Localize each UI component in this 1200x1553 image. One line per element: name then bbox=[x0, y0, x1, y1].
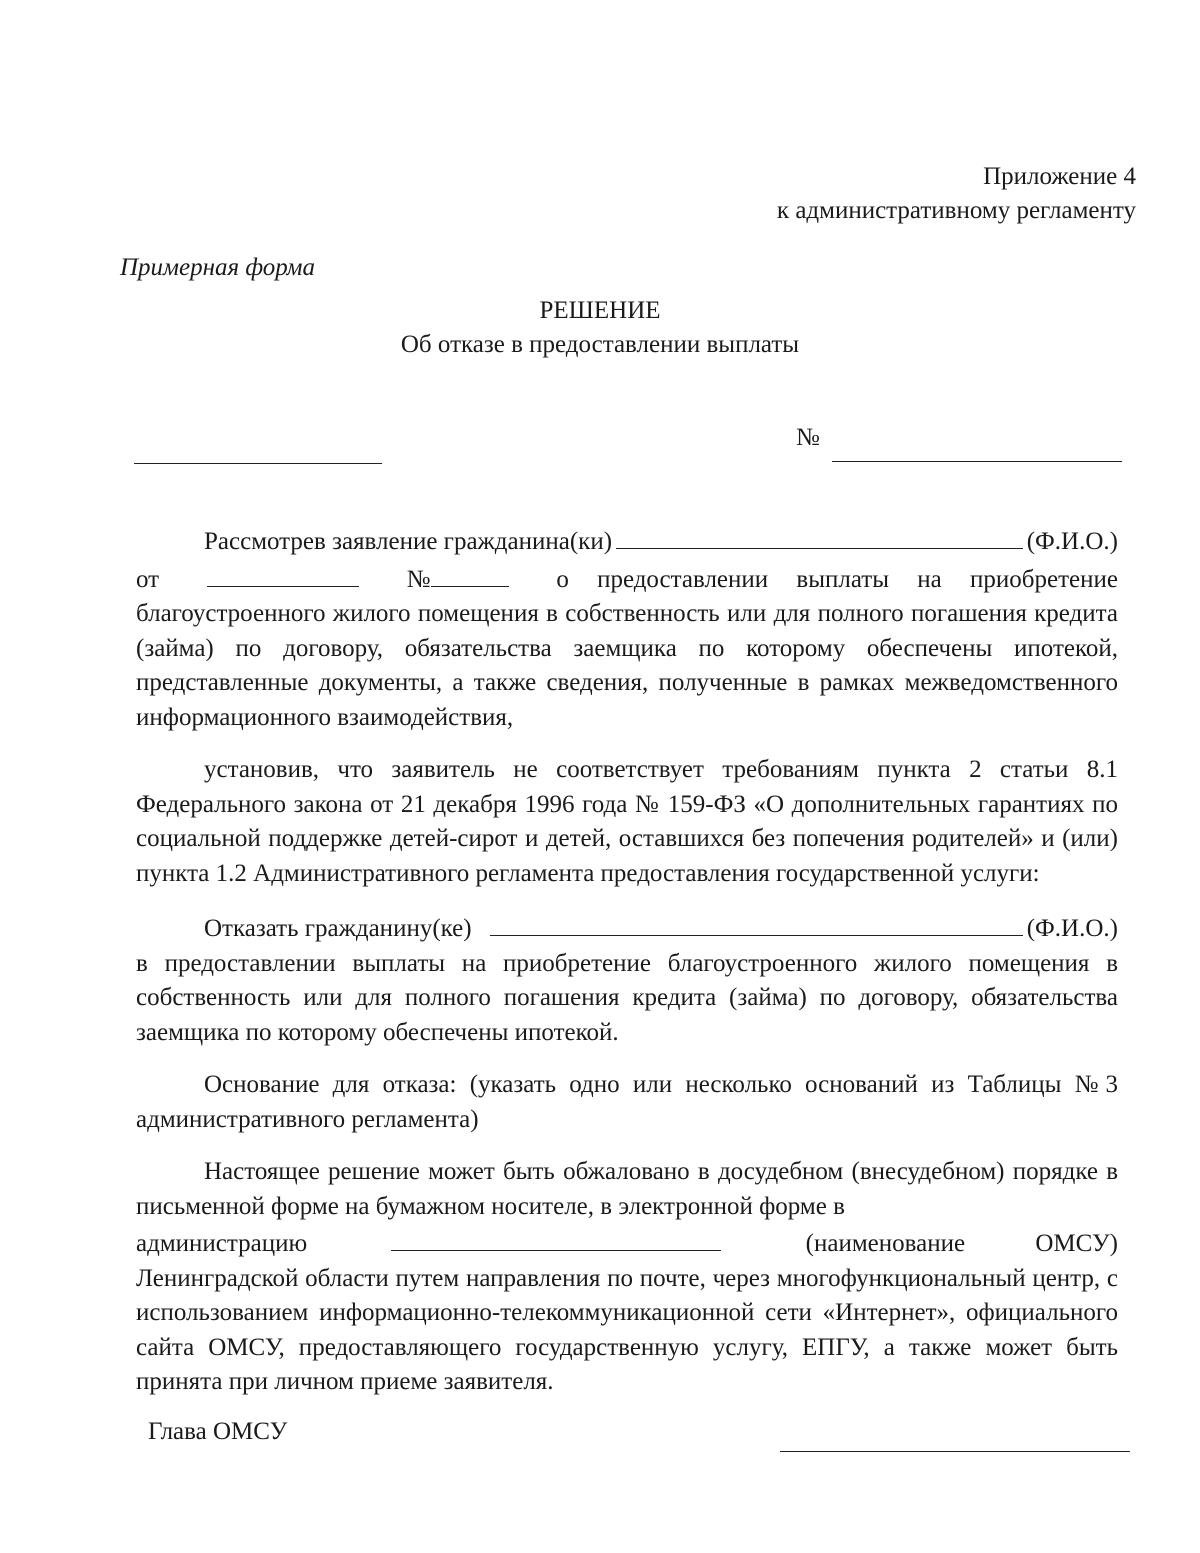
paragraph-findings: установив, что заявитель не соответствует требованиям пункта 2 статьи 8.1 Федерального закона от 21 декабря 1996 года № 159-ФЗ «О дополнительных гарантиях по социальной поддержке детей-сирот и детей, оставшихся без попечения родителей» и (или) пункта 1.2 Административного регламента предоставления государственной услуги: bbox=[136, 756, 1118, 887]
application-date-line bbox=[136, 560, 1118, 598]
refusal-rest: в предоставлении выплаты на приобретение благоустроенного жилого помещения в собственность или для полного погашения кредита (займа) по договору, обязательства заемщика по которому обеспечены ипотекой. bbox=[136, 949, 1118, 1046]
paragraph-appeal bbox=[136, 1155, 1118, 1400]
appeal-start: Настоящее решение может быть обжаловано в досудебном (внесудебном) порядке в письменной форме на бумажном носителе, в электронной форме в bbox=[136, 1158, 1118, 1220]
appeal-admin-line bbox=[136, 1224, 1118, 1262]
form-type-label: Примерная форма bbox=[120, 254, 316, 281]
application-number-blank bbox=[431, 560, 509, 587]
application-subject-start: о предоставлении выплаты на приобретение bbox=[556, 565, 1118, 593]
annex-header bbox=[777, 160, 1136, 228]
document-body bbox=[136, 522, 1118, 1400]
number-blank bbox=[832, 461, 1122, 462]
application-date-blank bbox=[207, 560, 359, 587]
refusal-start: Отказать гражданину(ке) bbox=[204, 915, 472, 942]
annex-reference: к административному регламенту bbox=[776, 197, 1136, 224]
appeal-rest: Ленинградской области путем направления по почте, через многофункциональный центр, с использованием информационно-телекоммуникационной сети «Интернет», официального сайта ОМСУ, предоставляющего государственную услугу, ЕПГУ, а также может быть принята при личном приеме заявителя. bbox=[136, 1264, 1118, 1395]
applicant-fio-label: (Ф.И.О.) bbox=[1026, 528, 1118, 555]
date-blank bbox=[134, 463, 382, 464]
title-sub: Об отказе в предоставлении выплаты bbox=[400, 331, 800, 358]
application-subject-rest: благоустроенного жилого помещения в собственность или для полного погашения кредита (займа) по договору, обязательства заемщика по которому обеспечены ипотекой, представленные документы, а также сведения, полученные в рамках межведомственного информационного взаимодействия, bbox=[136, 600, 1118, 731]
application-number-group bbox=[407, 560, 509, 598]
application-number-label: № bbox=[406, 565, 431, 593]
refused-name-blank bbox=[490, 909, 1023, 936]
refusal-line bbox=[136, 909, 1118, 947]
title-main: РЕШЕНИЕ bbox=[539, 297, 661, 324]
appeal-admin-label: администрацию bbox=[136, 1230, 308, 1257]
appeal-omsu-label: (наименование ОМСУ) bbox=[805, 1230, 1118, 1257]
applicant-name-blank bbox=[616, 522, 1023, 549]
paragraph-application bbox=[136, 522, 1118, 735]
application-line bbox=[136, 522, 1118, 560]
annex-number: Приложение 4 bbox=[983, 163, 1136, 190]
number-sign: № bbox=[796, 424, 820, 451]
application-start: Рассмотрев заявление гражданина(ки) bbox=[204, 528, 613, 555]
paragraph-refusal bbox=[136, 909, 1118, 1050]
signature-blank bbox=[780, 1451, 1130, 1452]
refused-fio-label: (Ф.И.О.) bbox=[1026, 915, 1118, 942]
appeal-omsu-blank bbox=[391, 1224, 721, 1251]
signature-label: Глава ОМСУ bbox=[148, 1418, 288, 1445]
paragraph-grounds: Основание для отказа: (указать одно или несколько оснований из Таблицы №3 административного регламента) bbox=[136, 1071, 1118, 1133]
from-label: от bbox=[136, 565, 160, 593]
document-title bbox=[0, 294, 1200, 362]
